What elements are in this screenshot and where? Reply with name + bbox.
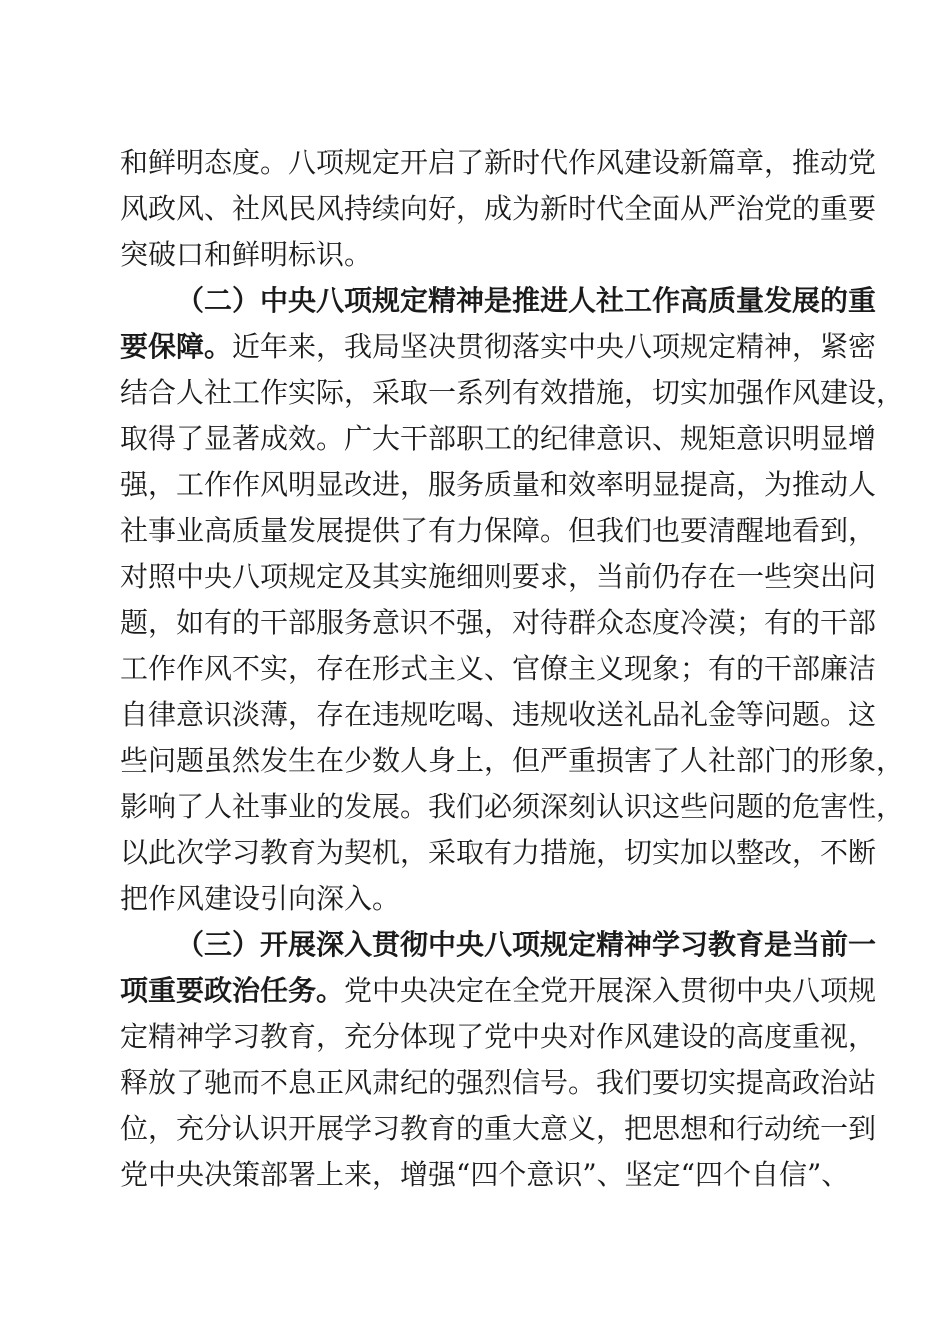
paragraph-line: 题，如有的干部服务意识不强，对待群众态度冷漠；有的干部 [120, 606, 877, 639]
paragraph-line: 结合人社工作实际，采取一系列有效措施，切实加强作风建设， [120, 376, 905, 409]
paragraph-line: 取得了显著成效。广大干部职工的纪律意识、规矩意识明显增 [120, 422, 877, 455]
paragraph-line: 风政风、社风民风持续向好，成为新时代全面从严治党的重要 [120, 192, 877, 225]
paragraph-line: 些问题虽然发生在少数人身上，但严重损害了人社部门的形象， [120, 744, 905, 777]
section-heading-line: （三）开展深入贯彻中央八项规定精神学习教育是当前一 [176, 928, 877, 961]
paragraph-line: 工作作风不实，存在形式主义、官僚主义现象；有的干部廉洁 [120, 652, 877, 685]
paragraph-line: 对照中央八项规定及其实施细则要求，当前仍存在一些突出问 [120, 560, 877, 593]
paragraph-line [120, 971, 877, 1011]
paragraph-line: 释放了驰而不息正风肃纪的强烈信号。我们要切实提高政治站 [120, 1066, 877, 1099]
paragraph-line: 影响了人社事业的发展。我们必须深刻认识这些问题的危害性， [120, 790, 905, 823]
paragraph-line: 突破口和鲜明标识。 [120, 238, 373, 271]
paragraph-line: 以此次学习教育为契机，采取有力措施，切实加以整改，不断 [120, 836, 877, 869]
paragraph-line: 和鲜明态度。八项规定开启了新时代作风建设新篇章，推动党 [120, 146, 877, 179]
paragraph-line: 位，充分认识开展学习教育的重大意义，把思想和行动统一到 [120, 1112, 877, 1145]
section-heading-line: （二）中央八项规定精神是推进人社工作高质量发展的重 [176, 284, 877, 317]
section-heading-tail: 要保障。 [120, 330, 233, 363]
paragraph-line: 定精神学习教育，充分体现了党中央对作风建设的高度重视， [120, 1020, 877, 1053]
paragraph-line: 党中央决策部署上来，增强“四个意识”、坚定“四个自信”、 [120, 1158, 850, 1191]
paragraph-line [120, 327, 877, 367]
paragraph-text: 党中央决定在全党开展深入贯彻中央八项规 [344, 974, 877, 1007]
paragraph-line: 把作风建设引向深入。 [120, 882, 401, 915]
paragraph-line: 自律意识淡薄，存在违规吃喝、违规收送礼品礼金等问题。这 [120, 698, 877, 731]
paragraph-line: 强，工作作风明显改进，服务质量和效率明显提高，为推动人 [120, 468, 877, 501]
paragraph-text: 近年来，我局坚决贯彻落实中央八项规定精神，紧密 [232, 330, 877, 363]
paragraph-line: 社事业高质量发展提供了有力保障。但我们也要清醒地看到， [120, 514, 877, 547]
section-heading-tail: 项重要政治任务。 [120, 974, 345, 1007]
